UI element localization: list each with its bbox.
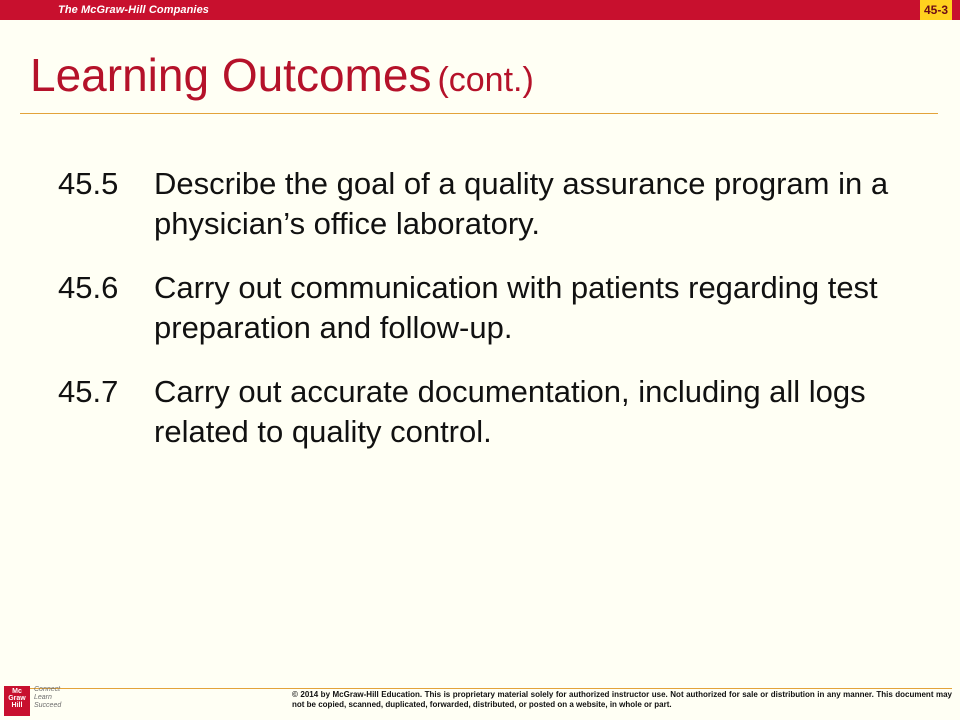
outcome-item bbox=[58, 164, 918, 244]
outcome-number: 45.7 bbox=[58, 374, 119, 409]
outcome-item bbox=[58, 268, 918, 348]
slide-title-sub: (cont.) bbox=[437, 61, 534, 99]
outcome-text: Carry out communication with patients regarding test preparation and follow-up. bbox=[154, 270, 878, 345]
outcome-number: 45.6 bbox=[58, 270, 119, 305]
logo-tagline: Connect Learn Succeed bbox=[34, 686, 62, 709]
copyright-notice: © 2014 by McGraw-Hill Education. This is proprietary material solely for authorized instructor use. Not authorized for sale or distribution in any manner. This document may not be copied, scanned, duplicated, forwarded, distributed, or posted on a website, in whole or part. bbox=[292, 690, 952, 709]
mcgraw-hill-logo: Mc Graw Hill bbox=[4, 686, 30, 716]
outcomes-list bbox=[58, 164, 918, 476]
title-divider bbox=[20, 113, 938, 114]
top-banner bbox=[0, 0, 960, 20]
outcome-item bbox=[58, 372, 918, 452]
slide-number: 45-3 bbox=[920, 0, 952, 20]
outcome-text: Carry out accurate documentation, including all logs related to quality control. bbox=[154, 374, 866, 449]
outcome-number: 45.5 bbox=[58, 166, 119, 201]
footer-divider bbox=[14, 688, 952, 689]
slide-title-main: Learning Outcomes bbox=[30, 49, 432, 101]
outcome-text: Describe the goal of a quality assurance program in a physician’s office laboratory. bbox=[154, 166, 889, 241]
brand-name: The McGraw-Hill Companies bbox=[58, 4, 210, 16]
slide-title bbox=[30, 46, 534, 109]
